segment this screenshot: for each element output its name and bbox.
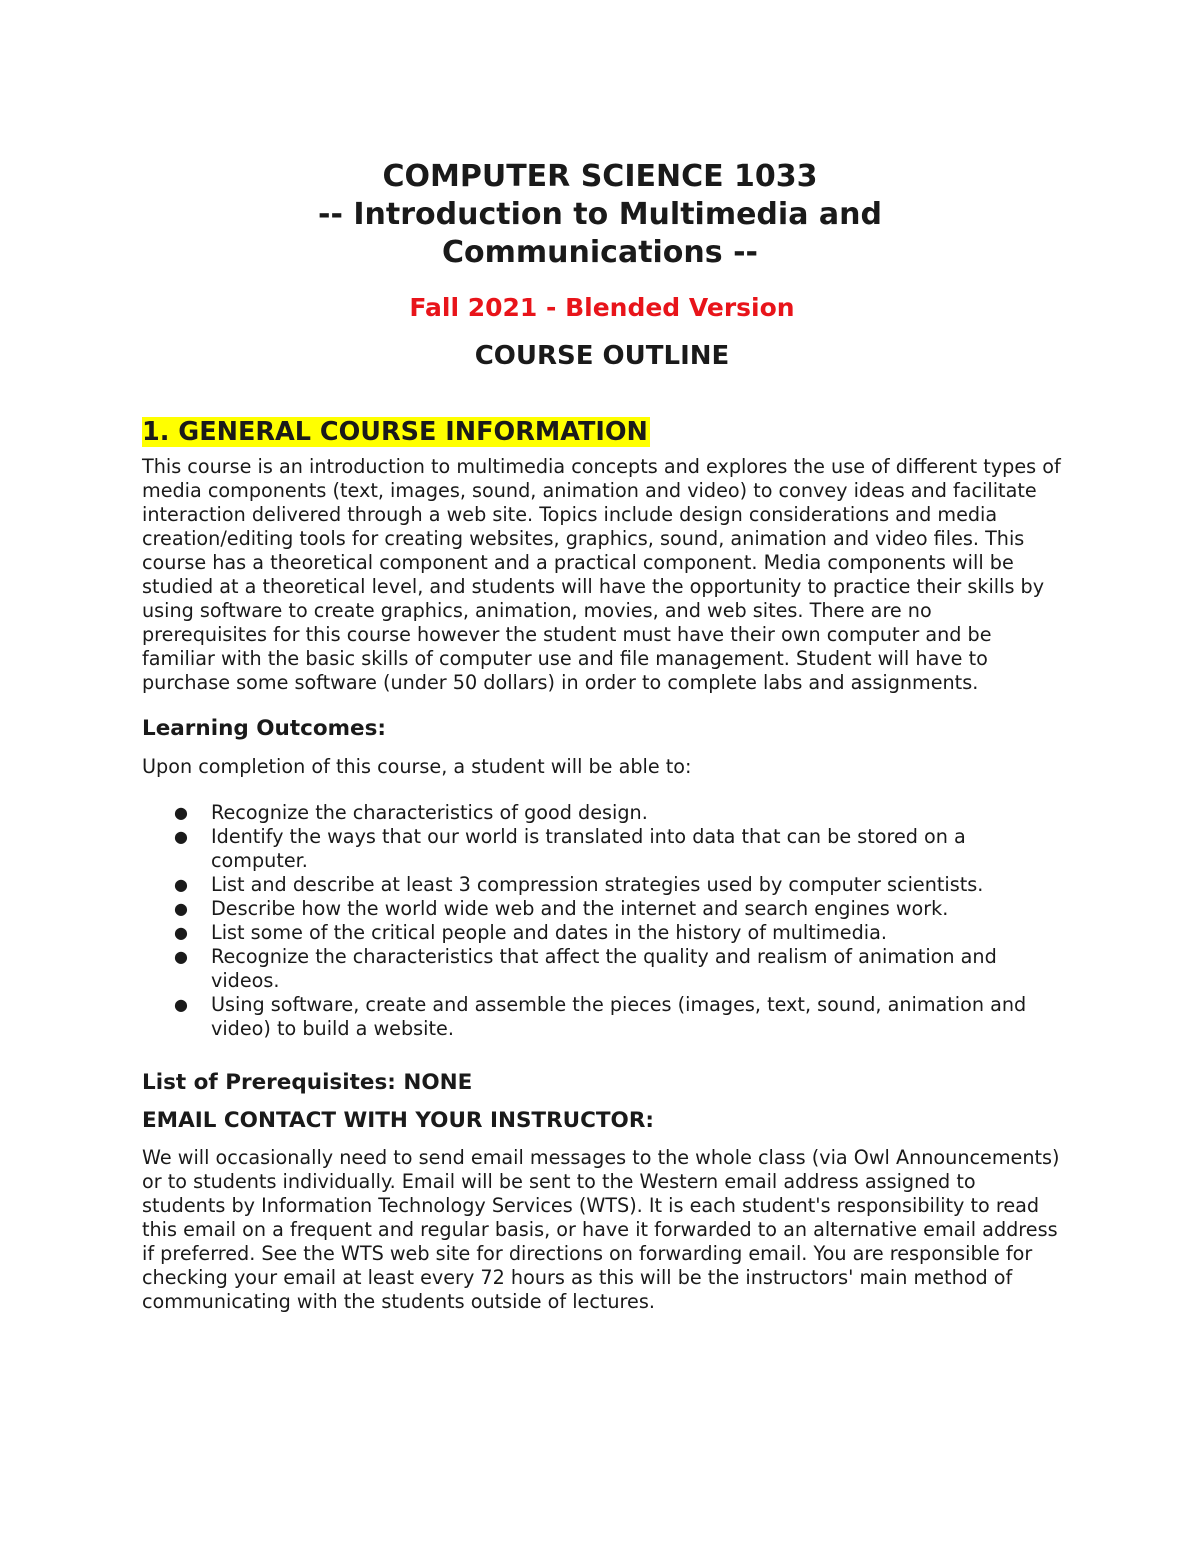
list-item [142, 897, 1062, 921]
highlighted-heading-text: 1. GENERAL COURSE INFORMATION [142, 417, 648, 447]
list-item [142, 921, 1062, 945]
bullet-icon: ● [174, 899, 188, 918]
bullet-icon: ● [174, 875, 188, 894]
course-title-line-3: Communications -- [442, 235, 758, 270]
list-item [142, 873, 1062, 897]
section-heading-general-info [142, 416, 1062, 448]
bullet-icon: ● [174, 923, 188, 942]
list-item [142, 825, 1062, 873]
course-description: This course is an introduction to multimedia concepts and explores the use of different types of media components (text, images, sound, animation and video) to convey ideas and facilitate interaction delivered through a web site. Topics include design considerations and media creation/editing tools for creating websites, graphics, sound, animation and video files. This course has a theoretical component and a practical component. Media components will be studied at a theoretical level, and students will have the opportunity to practice their skills by using software to create graphics, animation, movies, and web sites. There are no prerequisites for this course however the student must have their own computer and be familiar with the basic skills of computer use and file management. Student will have to purchase some software (under 50 dollars) in order to complete labs and assignments. [142, 455, 1061, 694]
course-title-line-1: COMPUTER SCIENCE 1033 [382, 159, 818, 194]
list-item [142, 945, 1062, 993]
bullet-icon: ● [174, 803, 188, 822]
outcome-text: Using software, create and assemble the pieces (images, text, sound, animation and video) to build a website. [211, 993, 1027, 1040]
outcome-text: Recognize the characteristics that affect the quality and realism of animation and videos. [211, 945, 997, 992]
course-outline-heading: COURSE OUTLINE [474, 341, 730, 371]
learning-outcomes-list [142, 801, 1062, 1041]
outcome-text: List some of the critical people and dates in the history of multimedia. [211, 921, 887, 944]
outcome-text: Identify the ways that our world is translated into data that can be stored on a computer. [211, 825, 966, 872]
outcome-text: Recognize the characteristics of good design. [211, 801, 648, 824]
bullet-icon: ● [174, 827, 188, 846]
course-title [140, 158, 1060, 272]
list-item [142, 801, 1062, 825]
bullet-icon: ● [174, 995, 188, 1014]
bullet-icon: ● [174, 947, 188, 966]
outcome-text: Describe how the world wide web and the internet and search engines work. [211, 897, 949, 920]
email-contact-body: We will occasionally need to send email messages to the whole class (via Owl Announcements) or to students individually. Email will be sent to the Western email address assigned to students by Information Technology Services (WTS). It is each student's responsibility to read this email on a frequent and regular basis, or have it forwarded to an alternative email address if preferred. See the WTS web site for directions on forwarding email. You are responsible for checking your email at least every 72 hours as this will be the instructors' main method of communicating with the students outside of lectures. [142, 1146, 1060, 1313]
list-item [142, 993, 1062, 1041]
learning-outcomes-intro: Upon completion of this course, a student will be able to: [142, 755, 692, 778]
prerequisites-line: List of Prerequisites: NONE [142, 1070, 473, 1095]
outcome-text: List and describe at least 3 compression strategies used by computer scientists. [211, 873, 984, 896]
learning-outcomes-heading: Learning Outcomes: [142, 716, 387, 741]
document-page [142, 158, 1062, 1314]
course-title-line-2: -- Introduction to Multimedia and [318, 197, 882, 232]
email-contact-heading: EMAIL CONTACT WITH YOUR INSTRUCTOR: [142, 1108, 654, 1133]
term-label: Fall 2021 - Blended Version [409, 293, 795, 322]
